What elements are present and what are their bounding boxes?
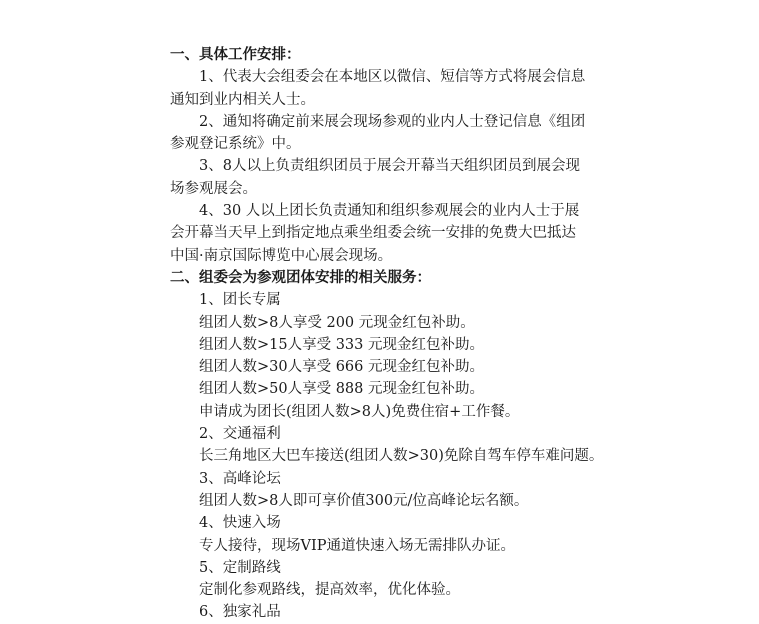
list-item: 申请成为团长(组团人数>8人)免费住宿+工作餐。 [199,403,520,420]
list-item: 组团人数>8人即可享价值300元/位高峰论坛名额。 [199,492,529,509]
paragraph-line: 3、8人以上负责组织团员于展会开幕当天组织团员到展会现 [199,158,580,175]
list-item: 组团人数>8人享受 200 元现金红包补助。 [199,314,475,331]
subsection-title: 4、快速入场 [199,515,281,532]
paragraph-line: 会开幕当天早上到指定地点乘坐组委会统一安排的免费大巴抵达 [170,225,576,242]
list-item: 定制化参观路线，提高效率，优化体验。 [199,582,460,599]
paragraph-line: 中国·南京国际博览中心展会现场。 [170,247,393,264]
subsection-title: 2、交通福利 [199,426,281,443]
list-item: 长三角地区大巴车接送(组团人数>30)免除自驾车停车难问题。 [199,448,604,465]
list-item: 组团人数>15人享受 333 元现金红包补助。 [199,336,484,353]
subsection-title: 5、定制路线 [199,559,281,576]
list-item: 组团人数>50人享受 888 元现金红包补助。 [199,381,484,398]
document-body [170,44,610,624]
paragraph-line: 2、通知将确定前来展会现场参观的业内人士登记信息《组团 [199,113,586,130]
subsection-title: 3、高峰论坛 [199,470,281,487]
subsection-title: 6、独家礼品 [199,604,281,621]
paragraph-line: 参观登记系统》中。 [170,136,301,153]
subsection-title: 1、团长专属 [199,292,281,309]
list-item: 组团人数>30人享受 666 元现金红包补助。 [199,359,484,376]
paragraph-line: 场参观展会。 [170,180,257,197]
paragraph-line: 4、30 人以上团长负责通知和组织参观展会的业内人士于展 [199,203,580,220]
list-item: 专人接待，现场VIP通道快速入场无需排队办证。 [199,537,515,554]
paragraph-line: 通知到业内相关人士。 [170,91,315,108]
paragraph-line: 1、代表大会组委会在本地区以微信、短信等方式将展会信息 [199,69,586,86]
section-heading-services: 二、组委会为参观团体安排的相关服务： [170,268,431,286]
section-heading-work-arrangement: 一、具体工作安排： [170,46,301,63]
